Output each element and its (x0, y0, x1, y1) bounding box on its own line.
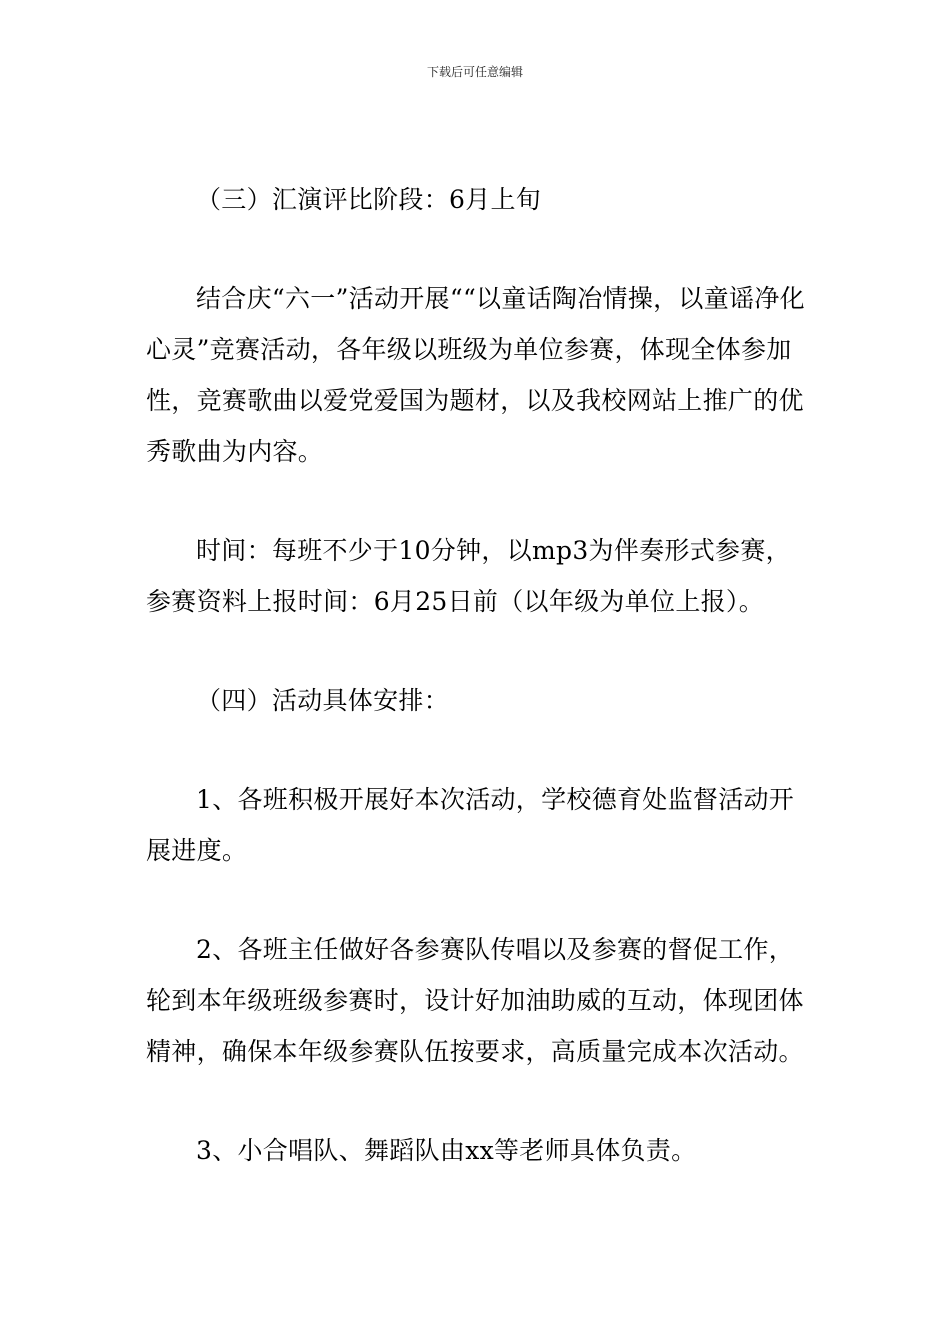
paragraph-competition: 结合庆“六一”活动开展““以童话陶冶情操，以童谣净化心灵”竞赛活动，各年级以班级为单位参赛，体现全体参加性，竞赛歌曲以爱党爱国为题材，以及我校网站上推广的优秀歌曲为内容。 (146, 284, 805, 466)
page-header: 下载后可任意编辑 (426, 65, 523, 79)
section-heading-3: （三）汇演评比阶段：6月上旬 (196, 185, 542, 214)
document-body (146, 174, 806, 1224)
list-item-2: 2、各班主任做好各参赛队传唱以及参赛的督促工作，轮到本年级班级参赛时，设计好加油助威的互动，体现团体精神，确保本年级参赛队伍按要求，高质量完成本次活动。 (146, 935, 804, 1066)
paragraph-time: 时间：每班不少于10分钟，以mp3为伴奏形式参赛，参赛资料上报时间：6月25日前（以年级为单位上报）。 (146, 536, 791, 616)
list-item-3: 3、小合唱队、舞蹈队由xx等老师具体负责。 (196, 1136, 697, 1165)
list-item-1: 1、各班积极开展好本次活动，学校德育处监督活动开展进度。 (146, 785, 795, 865)
section-heading-4: （四）活动具体安排： (196, 686, 450, 715)
